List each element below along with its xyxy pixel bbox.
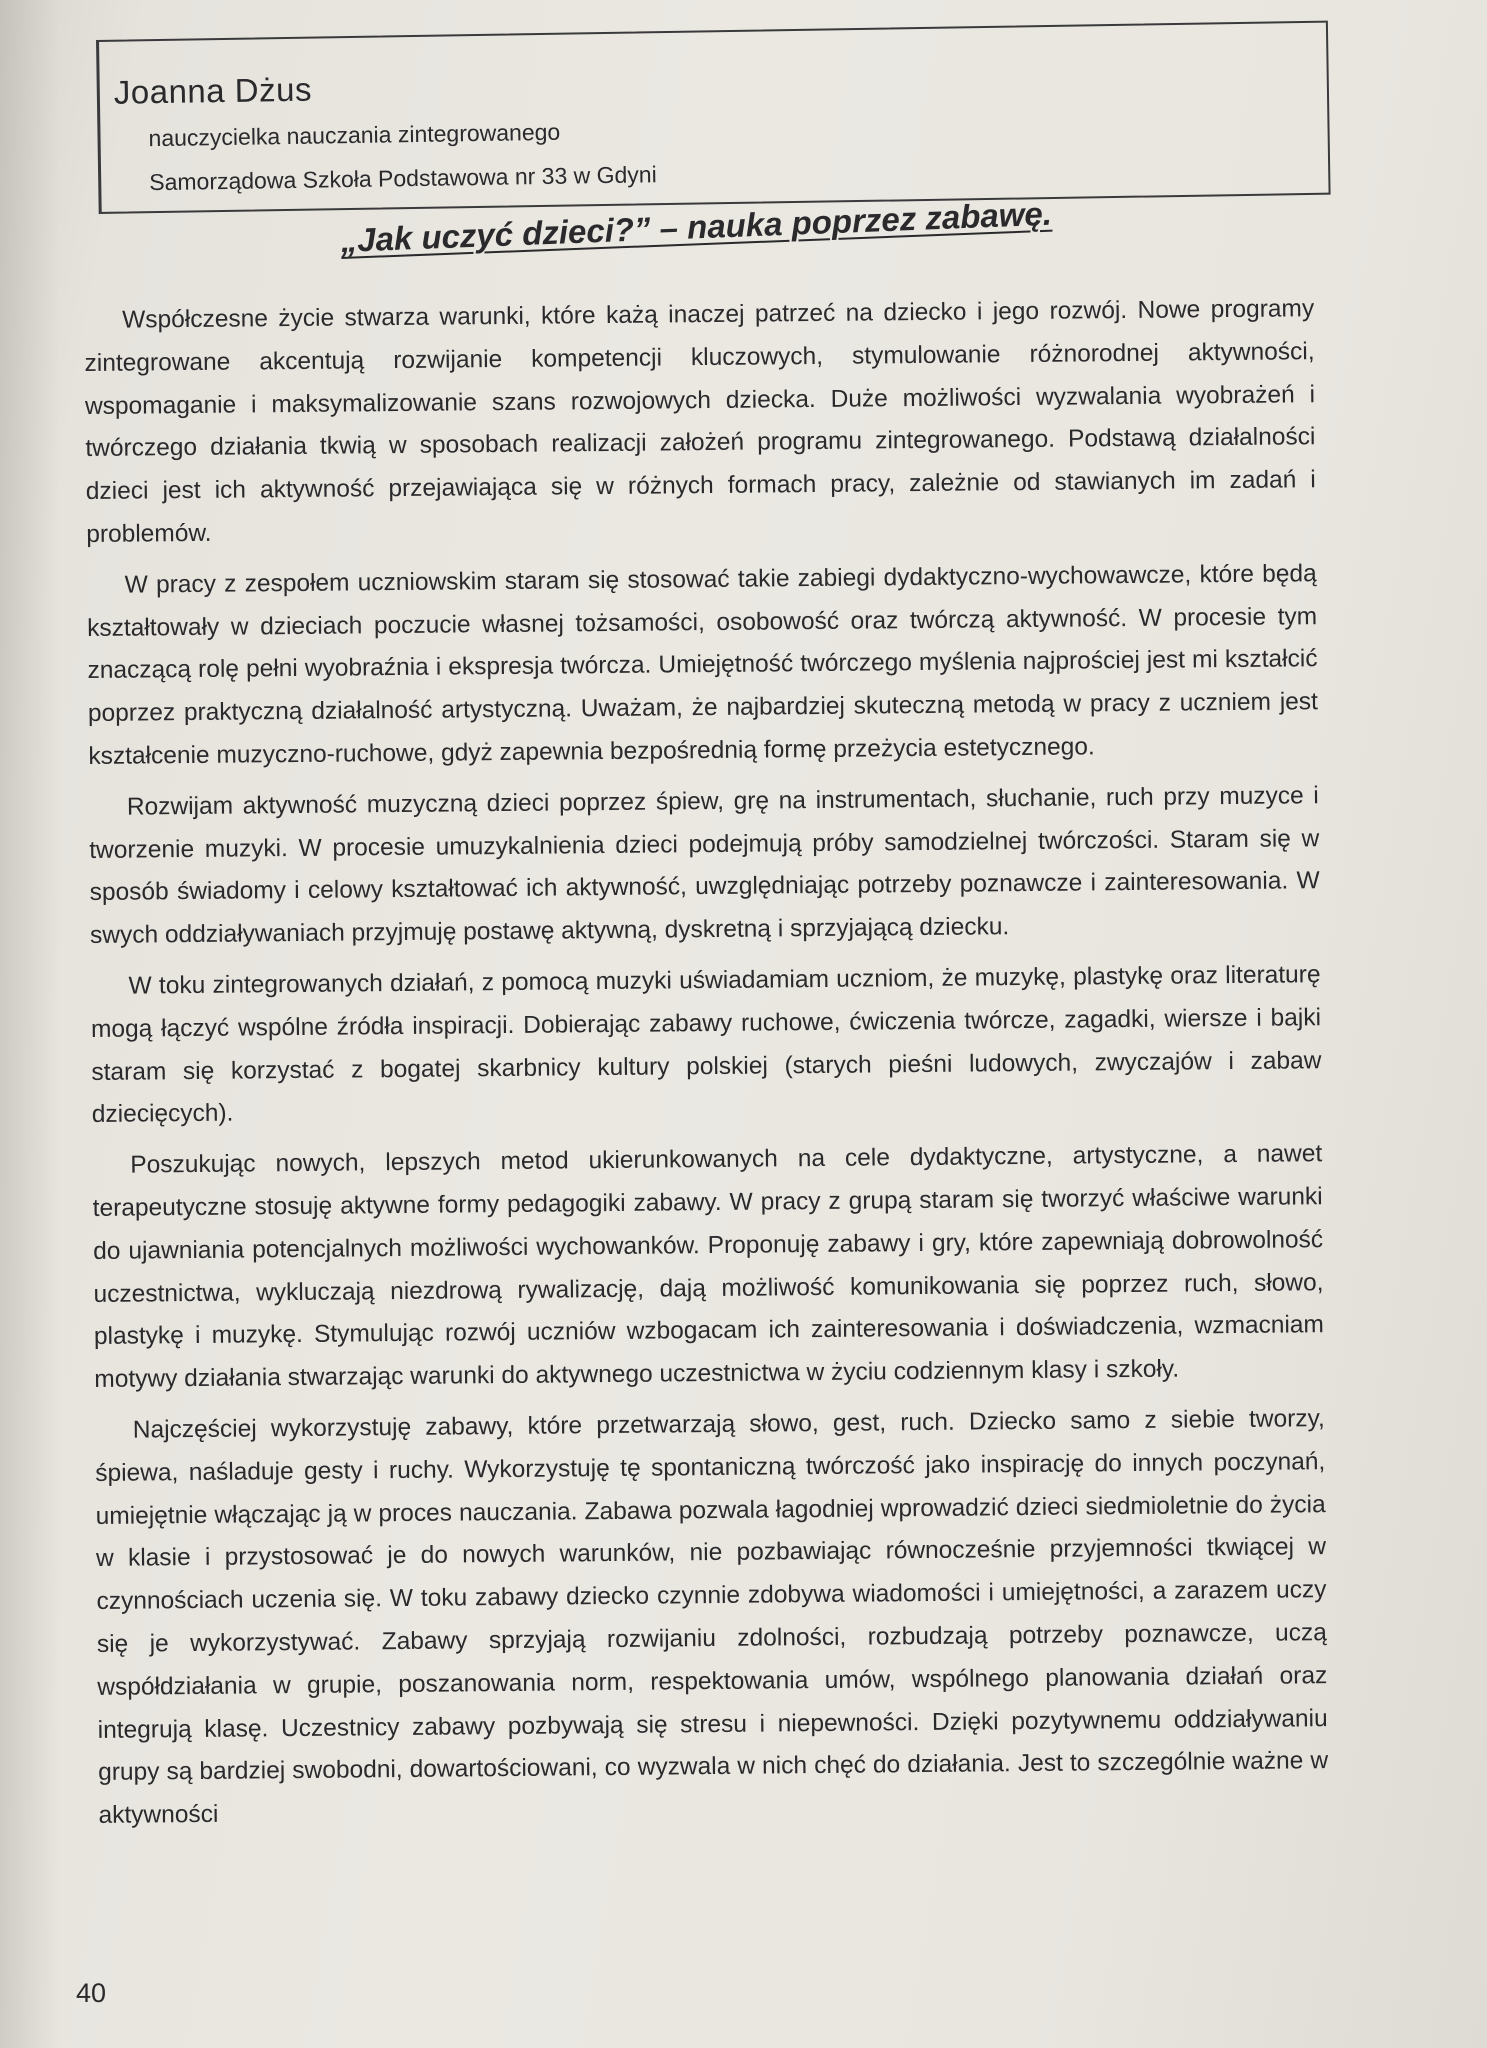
paragraph: Najczęściej wykorzystuję zabawy, które przetwarzają słowo, gest, ruch. Dziecko samo z siebie tworzy, śpiewa, naśladuje gesty i ruchy. Wykorzystuję tę spontaniczną twórczość jako inspirację do innych poczynań, umiejętnie włączając ją w proces nauczania. Zabawa pozwala łagodniej wprowadzić dzieci siedmioletnie do życia w klasie i przystosować je do nowych warunków, nie pozbawiając równocześnie przyjemności tkwiącej w czynnościach uczenia się. W toku zabawy dziecko czynnie zdobywa wiadomości i umiejętności, a zarazem uczy się je wykorzystywać. Zabawy sprzyjają rozwijaniu zdolności, rozbudzają potrzeby poznawcze, uczą współdziałania w grupie, poszanowania norm, respektowania umów, wspólnego planowania działań oraz integrują klasę. Uczestnicy zabawy pozbywają się stresu i niepewności. Dzięki pozytywnemu oddziaływaniu grupy są bardziej swobodni, dowartościowani, co wyzwala w nich chęć do działania. Jest to szczególnie ważne w aktywności — [95, 1405, 1329, 1830]
article-body — [84, 288, 1329, 1846]
paragraph: Rozwijam aktywność muzyczną dzieci poprzez śpiew, grę na instrumentach, słuchanie, ruch przy muzyce i tworzenie muzyki. W procesie umuzykalnienia dzieci podejmują próby samodzielnej twórczości. Staram się w sposób świadomy i celowy kształtować ich aktywność, uwzględniając potrzeby poznawcze i zainteresowania. W swych oddziaływaniach przyjmuję postawę aktywną, dyskretną i sprzyjającą dziecku. — [89, 781, 1320, 950]
page-number: 40 — [76, 1978, 107, 2008]
author-name: Joanna Dżus — [113, 70, 313, 111]
author-role: nauczycielka nauczania zintegrowanego — [148, 118, 561, 152]
page-edge-shadow — [0, 0, 60, 2048]
article-title: „Jak uczyć dzieci?” – nauka poprzez zabawę. — [340, 194, 1053, 259]
author-box — [96, 21, 1331, 214]
paragraph: W toku zintegrowanych działań, z pomocą muzyki uświadamiam uczniom, że muzykę, plastykę oraz literaturę mogą łączyć wspólne źródła inspiracji. Dobierając zabawy ruchowe, ćwiczenia twórcze, zagadki, wiersze i bajki staram się korzystać z bogatej skarbnicy kultury polskiej (starych pieśni ludowych, zwyczajów i zabaw dziecięcych). — [90, 961, 1322, 1129]
author-school: Samorządowa Szkoła Podstawowa nr 33 w Gdyni — [149, 161, 657, 196]
paragraph: Poszukując nowych, lepszych metod ukierunkowanych na cele dydaktyczne, artystyczne, a nawet terapeutyczne stosuję aktywne formy pedagogiki zabawy. W pracy z grupą staram się tworzyć właściwe warunki do ujawniania potencjalnych możliwości wychowanków. Proponuję zabawy i gry, które zapewniają dobrowolność uczestnictwa, wykluczają niezdrową rywalizację, dają możliwość komunikowania się poprzez ruch, słowo, plastykę i muzykę. Stymulując rozwój uczniów wzbogacam ich zainteresowania i doświadczenia, wzmacniam motywy działania stwarzając warunki do aktywnego uczestnictwa w życiu codziennym klasy i szkoły. — [92, 1140, 1325, 1394]
paragraph: Współczesne życie stwarza warunki, które każą inaczej patrzeć na dziecko i jego rozwój. Nowe programy zintegrowane akcentują rozwijanie kompetencji kluczowych, stymulowanie różnorodnej aktywności, wspomaganie i maksymalizowanie szans rozwojowych dziecka. Duże możliwości wyzwalania wyobrażeń i twórczego działania tkwią w sposobach realizacji założeń programu zintegrowanego. Podstawą działalności dzieci jest ich aktywność przejawiająca się w różnych formach pracy, zależnie od stawianych im zadań i problemów. — [84, 295, 1316, 548]
paragraph: W pracy z zespołem uczniowskim staram się stosować takie zabiegi dydaktyczno-wychowawcze, które będą kształtowały w dzieciach poczucie własnej tożsamości, osobowość oraz twórczą aktywność. W procesie tym znaczącą rolę pełni wyobraźnia i ekspresja twórcza. Umiejętność twórczego myślenia najprościej jest mi kształcić poprzez praktyczną działalność artystyczną. Uważam, że najbardziej skuteczną metodą w pracy z uczniem jest kształcenie muzyczno-ruchowe, gdyż zapewnia bezpośrednią formę przeżycia estetycznego. — [87, 559, 1319, 770]
